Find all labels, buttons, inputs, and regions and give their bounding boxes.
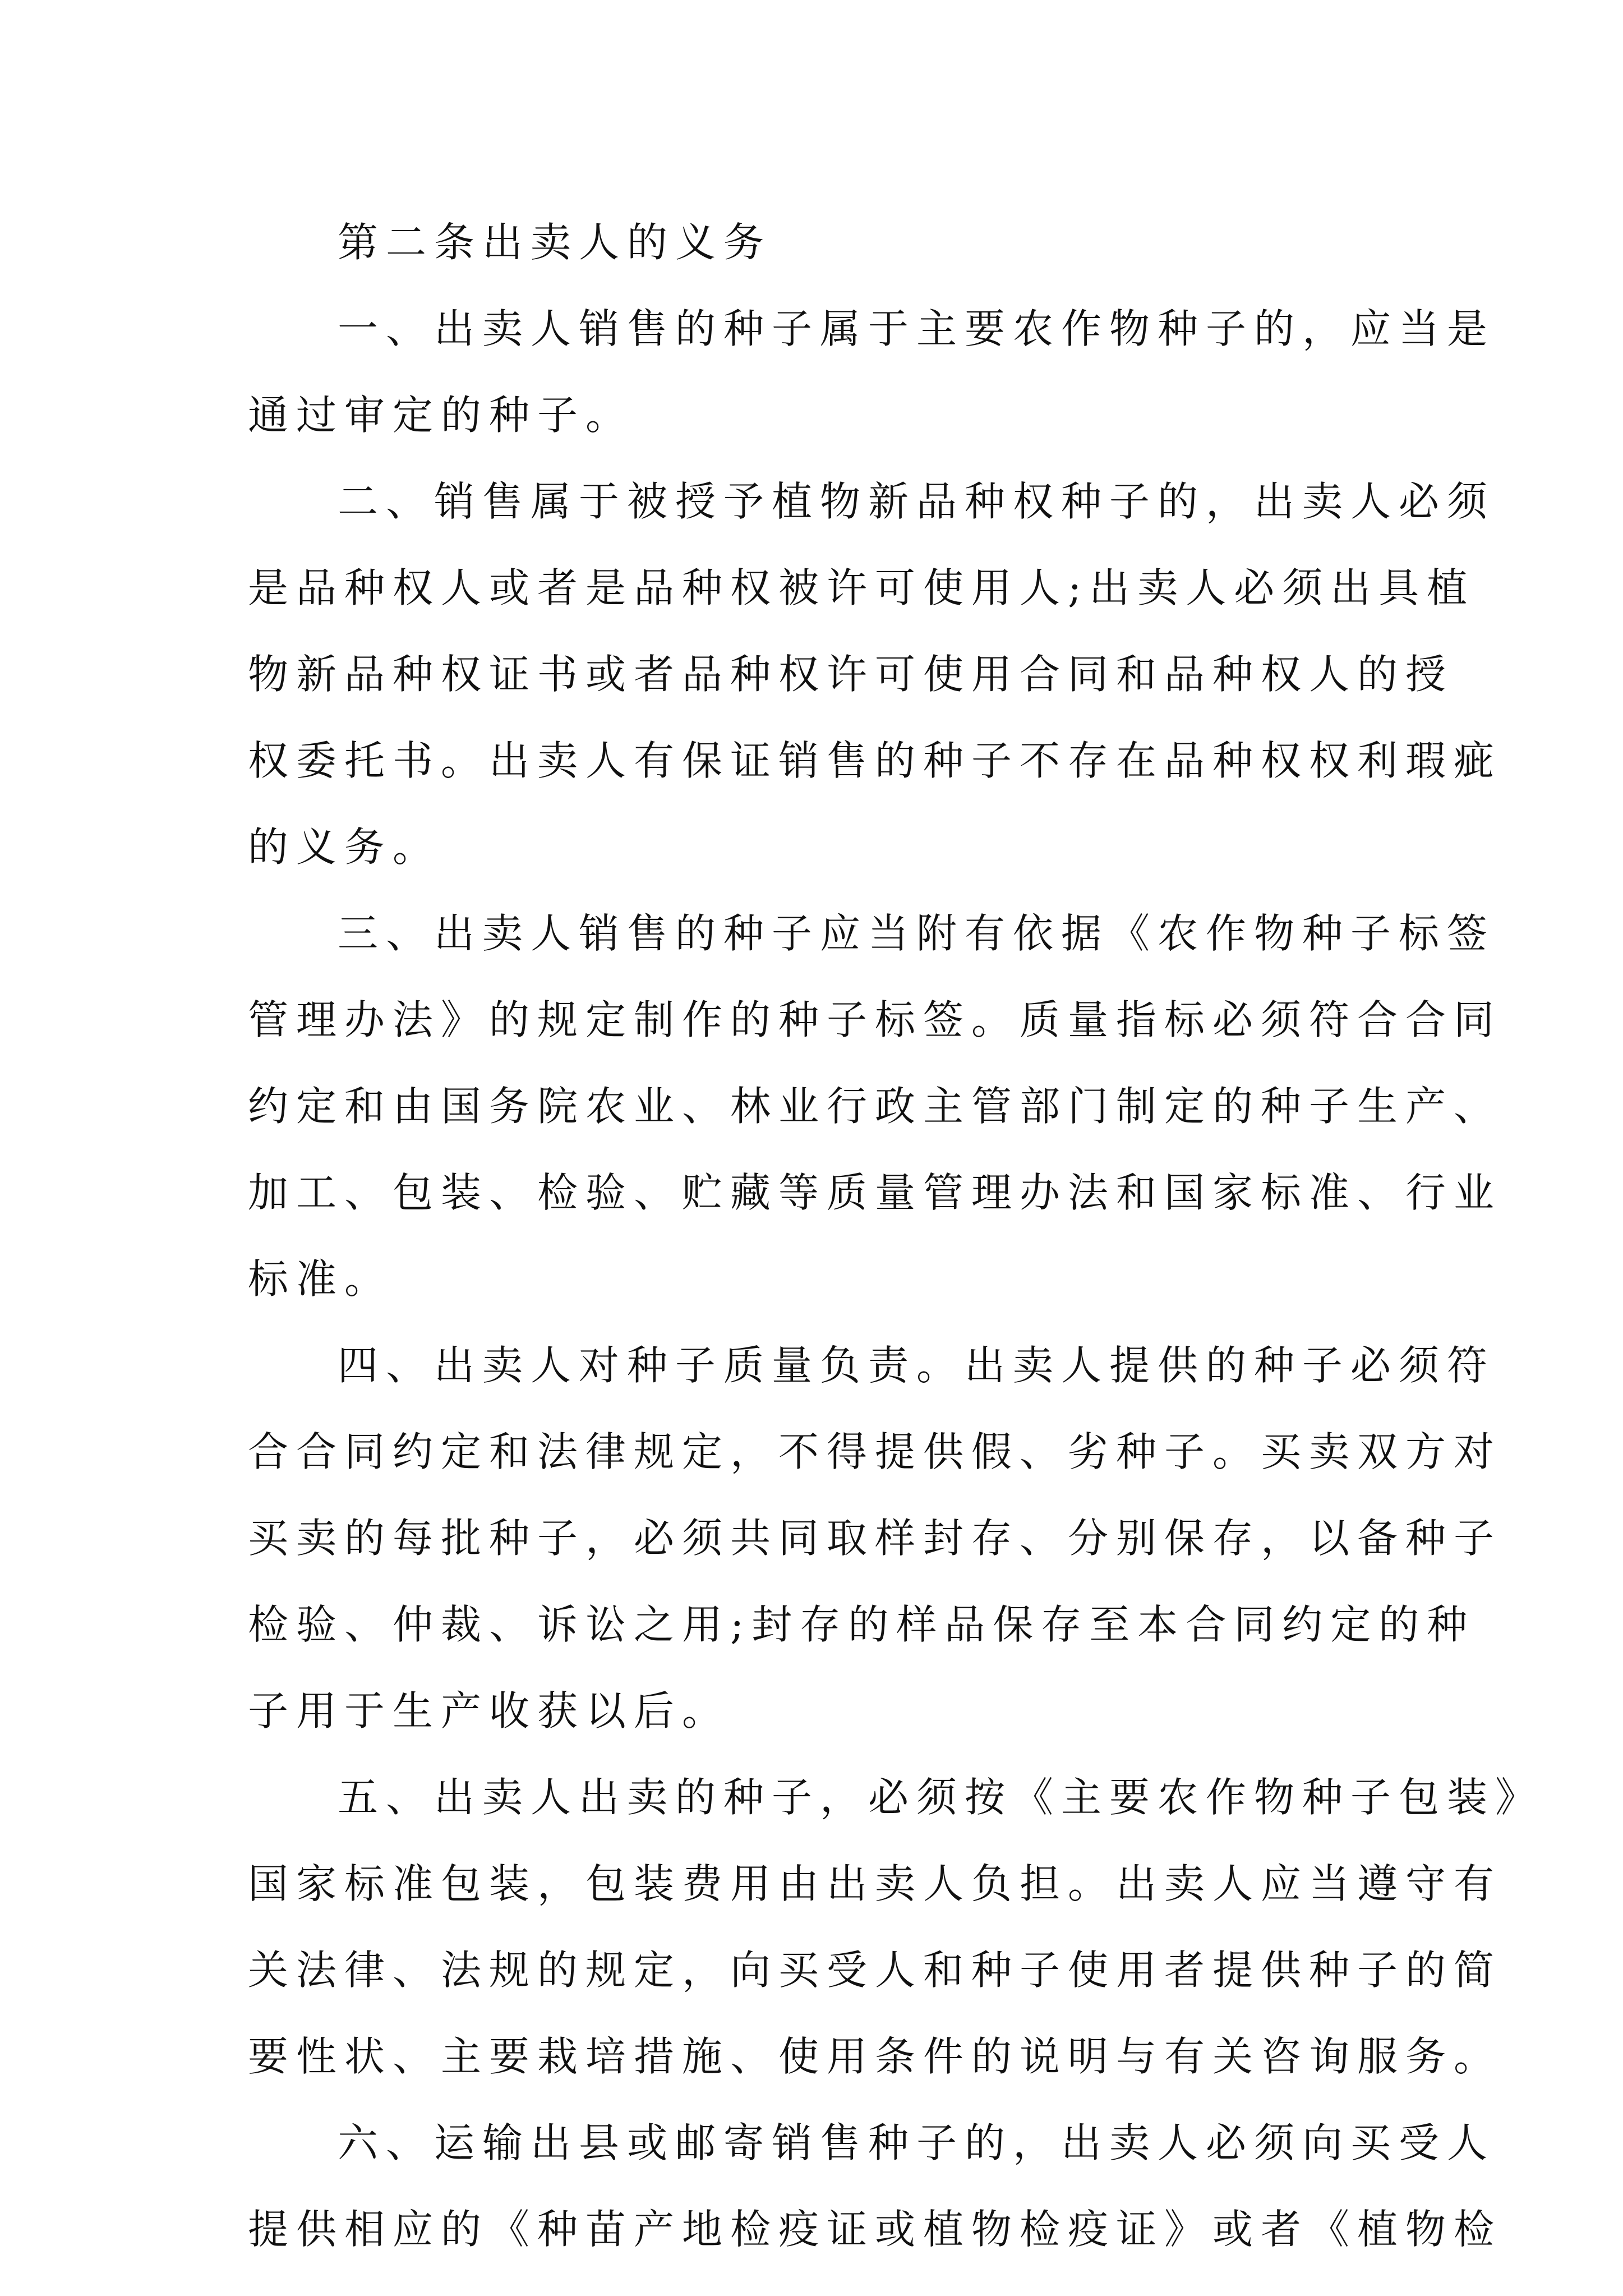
paragraph-2-line-5: 的义务。	[248, 823, 441, 871]
paragraph-5-line-1: 五、出卖人出卖的种子，必须按《主要农作物种子包装》	[338, 1774, 1544, 1821]
paragraph-3-line-1: 三、出卖人销售的种子应当附有依据《农作物种子标签	[338, 910, 1496, 957]
paragraph-1-line-1: 一、出卖人销售的种子属于主要农作物种子的，应当是	[338, 305, 1496, 352]
paragraph-3-line-5: 标准。	[248, 1255, 393, 1303]
paragraph-6-line-2: 提供相应的《种苗产地检疫证或植物检疫证》或者《植物检	[248, 2206, 1502, 2253]
paragraph-2-line-2: 是品种权人或者是品种权被许可使用人;出卖人必须出具植	[248, 564, 1476, 611]
paragraph-4-line-1: 四、出卖人对种子质量负责。出卖人提供的种子必须符	[338, 1342, 1496, 1389]
paragraph-4-line-5: 子用于生产收获以后。	[248, 1687, 731, 1734]
paragraph-2-line-1: 二、销售属于被授予植物新品种权种子的，出卖人必须	[338, 478, 1496, 525]
paragraph-4-line-4: 检验、仲裁、诉讼之用;封存的样品保存至本合同约定的种	[248, 1601, 1476, 1648]
paragraph-5-line-3: 关法律、法规的规定，向买受人和种子使用者提供种子的简	[248, 1947, 1502, 1994]
paragraph-5-line-4: 要性状、主要栽培措施、使用条件的说明与有关咨询服务。	[248, 2033, 1502, 2080]
paragraph-3-line-4: 加工、包装、检验、贮藏等质量管理办法和国家标准、行业	[248, 1169, 1502, 1216]
paragraph-3-line-2: 管理办法》的规定制作的种子标签。质量指标必须符合合同	[248, 996, 1502, 1043]
paragraph-2-line-3: 物新品种权证书或者品种权许可使用合同和品种权人的授	[248, 651, 1454, 698]
contract-text-body	[248, 199, 1544, 2272]
paragraph-5-line-2: 国家标准包装，包装费用由出卖人负担。出卖人应当遵守有	[248, 1860, 1502, 1907]
paragraph-3-line-3: 约定和由国务院农业、林业行政主管部门制定的种子生产、	[248, 1083, 1502, 1130]
paragraph-4-line-3: 买卖的每批种子，必须共同取样封存、分别保存，以备种子	[248, 1515, 1502, 1562]
paragraph-2-line-4: 权委托书。出卖人有保证销售的种子不存在品种权权利瑕疵	[248, 737, 1502, 784]
paragraph-6-line-1: 六、运输出县或邮寄销售种子的，出卖人必须向买受人	[338, 2119, 1496, 2166]
paragraph-4-line-2: 合合同约定和法律规定，不得提供假、劣种子。买卖双方对	[248, 1428, 1502, 1475]
paragraph-1-line-2: 通过审定的种子。	[248, 392, 634, 439]
article-heading: 第二条出卖人的义务	[338, 219, 772, 266]
